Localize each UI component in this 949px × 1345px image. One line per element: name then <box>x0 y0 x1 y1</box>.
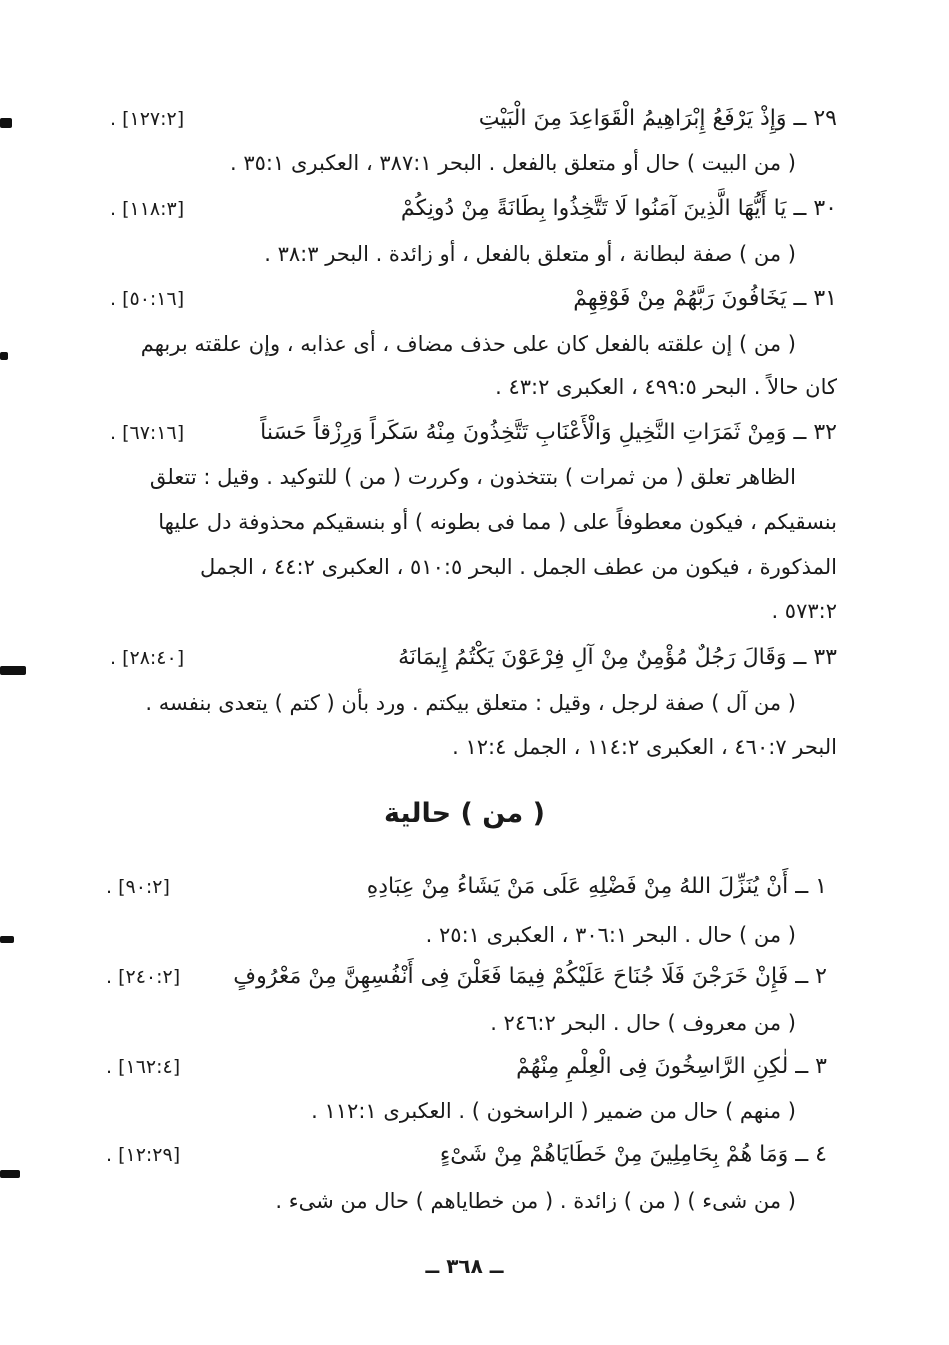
binding-mark <box>0 352 8 360</box>
verse-reference: [٢٤٠:٢] . <box>106 966 181 988</box>
verse-reference: [٢٨:٤٠] . <box>110 647 185 669</box>
verse-line: ٤ ــ وَمَا هُمْ بِحَامِلِينَ مِنْ خَطَايَاهُمْ مِنْ شَىْءٍ <box>439 1142 827 1167</box>
verse-line: ٢٩ ــ وَإِذْ يَرْفَعُ إِبْرَاهِيمُ الْقَوَاعِدَ مِنَ الْبَيْتِ <box>478 106 837 131</box>
section-heading: ( من ) حالية <box>383 798 546 829</box>
page-number: ــ ٣٦٨ ــ <box>425 1254 504 1278</box>
note-line: ٥٧٣:٢ . <box>771 599 837 623</box>
verse-reference: [٦٧:١٦] . <box>110 422 185 444</box>
verse-line: ٢ ــ فَإِنْ خَرَجْنَ فَلَا جُنَاحَ عَلَيْكُمْ فِيمَا فَعَلْنَ فِى أَنْفُسِهِنَّ مِنْ مَعْرُوفٍ <box>233 964 827 989</box>
note-line: ( من شىء ) ( من ) زائدة . ( من خطاياهم ) حال من شىء . <box>275 1189 796 1213</box>
verse-line: ٣ ــ لٰكِنِ الرَّاسِخُونَ فِى الْعِلْمِ مِنْهُمْ <box>516 1054 827 1079</box>
verse-reference: [١١٨:٣] . <box>110 198 185 220</box>
verse-reference: [١٦٢:٤] . <box>106 1056 181 1078</box>
note-line: ( من ) صفة لبطانة ، أو متعلق بالفعل ، أو زائدة . البحر ٣٨:٣ . <box>264 242 796 266</box>
note-line: كان حالاً . البحر ٤٩٩:٥ ، العكبرى ٤٣:٢ . <box>495 375 837 399</box>
verse-reference: [١٢:٢٩] . <box>106 1144 181 1166</box>
note-line: ( من البيت ) حال أو متعلق بالفعل . البحر ٣٨٧:١ ، العكبرى ٣٥:١ . <box>229 151 796 175</box>
verse-line: ٣٣ ــ وَقَالَ رَجُلٌ مُؤْمِنٌ مِنْ آلِ فِرْعَوْنَ يَكْتُمُ إِيمَانَهُ <box>398 645 837 670</box>
note-line: ( من ) حال . البحر ٣٠٦:١ ، العكبرى ٢٥:١ . <box>425 923 796 947</box>
binding-mark <box>0 1170 20 1178</box>
binding-mark <box>0 666 26 675</box>
note-line: ( من آل ) صفة لرجل ، وقيل : متعلق بيكتم . ورد بأن ( كتم ) يتعدى بنفسه . <box>145 691 796 715</box>
verse-line: ٣٢ ــ وَمِنْ ثَمَرَاتِ النَّخِيلِ وَالْأَعْنَابِ تَتَّخِذُونَ مِنْهُ سَكَراً وَرِزْقاً حَسَناً <box>260 420 837 445</box>
binding-mark <box>0 936 14 943</box>
verse-line: ١ ــ أَنْ يُنَزِّلَ اللهُ مِنْ فَضْلِهِ عَلَى مَنْ يَشَاءُ مِنْ عِبَادِهِ <box>366 874 827 899</box>
note-line: البحر ٤٦٠:٧ ، العكبرى ١١٤:٢ ، الجمل ١٢:٤ . <box>452 735 837 759</box>
verse-line: ٣٠ ــ يَا أَيُّهَا الَّذِينَ آمَنُوا لَا تَتَّخِذُوا بِطَانَةً مِنْ دُونِكُمْ <box>400 196 837 221</box>
note-line: ( منهم ) حال من ضمير ( الراسخون ) . العكبرى ١١٢:١ . <box>311 1099 796 1123</box>
binding-mark <box>0 118 12 128</box>
note-line: المذكورة ، فيكون من عطف الجمل . البحر ٥١٠:٥ ، العكبرى ٤٤:٢ ، الجمل <box>200 555 837 579</box>
note-line: ( من معروف ) حال . البحر ٢٤٦:٢ . <box>490 1011 796 1035</box>
note-line: ( من ) إن علقته بالفعل كان على حذف مضاف ، أى عذابه ، وإن علقته بربهم <box>140 332 796 356</box>
verse-line: ٣١ ــ يَخَافُونَ رَبَّهُمْ مِنْ فَوْقِهِمْ <box>573 286 837 311</box>
verse-reference: [٥٠:١٦] . <box>110 288 185 310</box>
note-line: الظاهر تعلق ( من ثمرات ) بتتخذون ، وكررت ( من ) للتوكيد . وقيل : تتعلق <box>149 465 796 489</box>
note-line: بنسقيكم ، فيكون معطوفاً على ( مما فى بطونه ) أو بنسقيكم محذوفة دل عليها <box>158 510 837 534</box>
verse-reference: [٩٠:٢] . <box>106 876 170 898</box>
verse-reference: [١٢٧:٢] . <box>110 108 185 130</box>
